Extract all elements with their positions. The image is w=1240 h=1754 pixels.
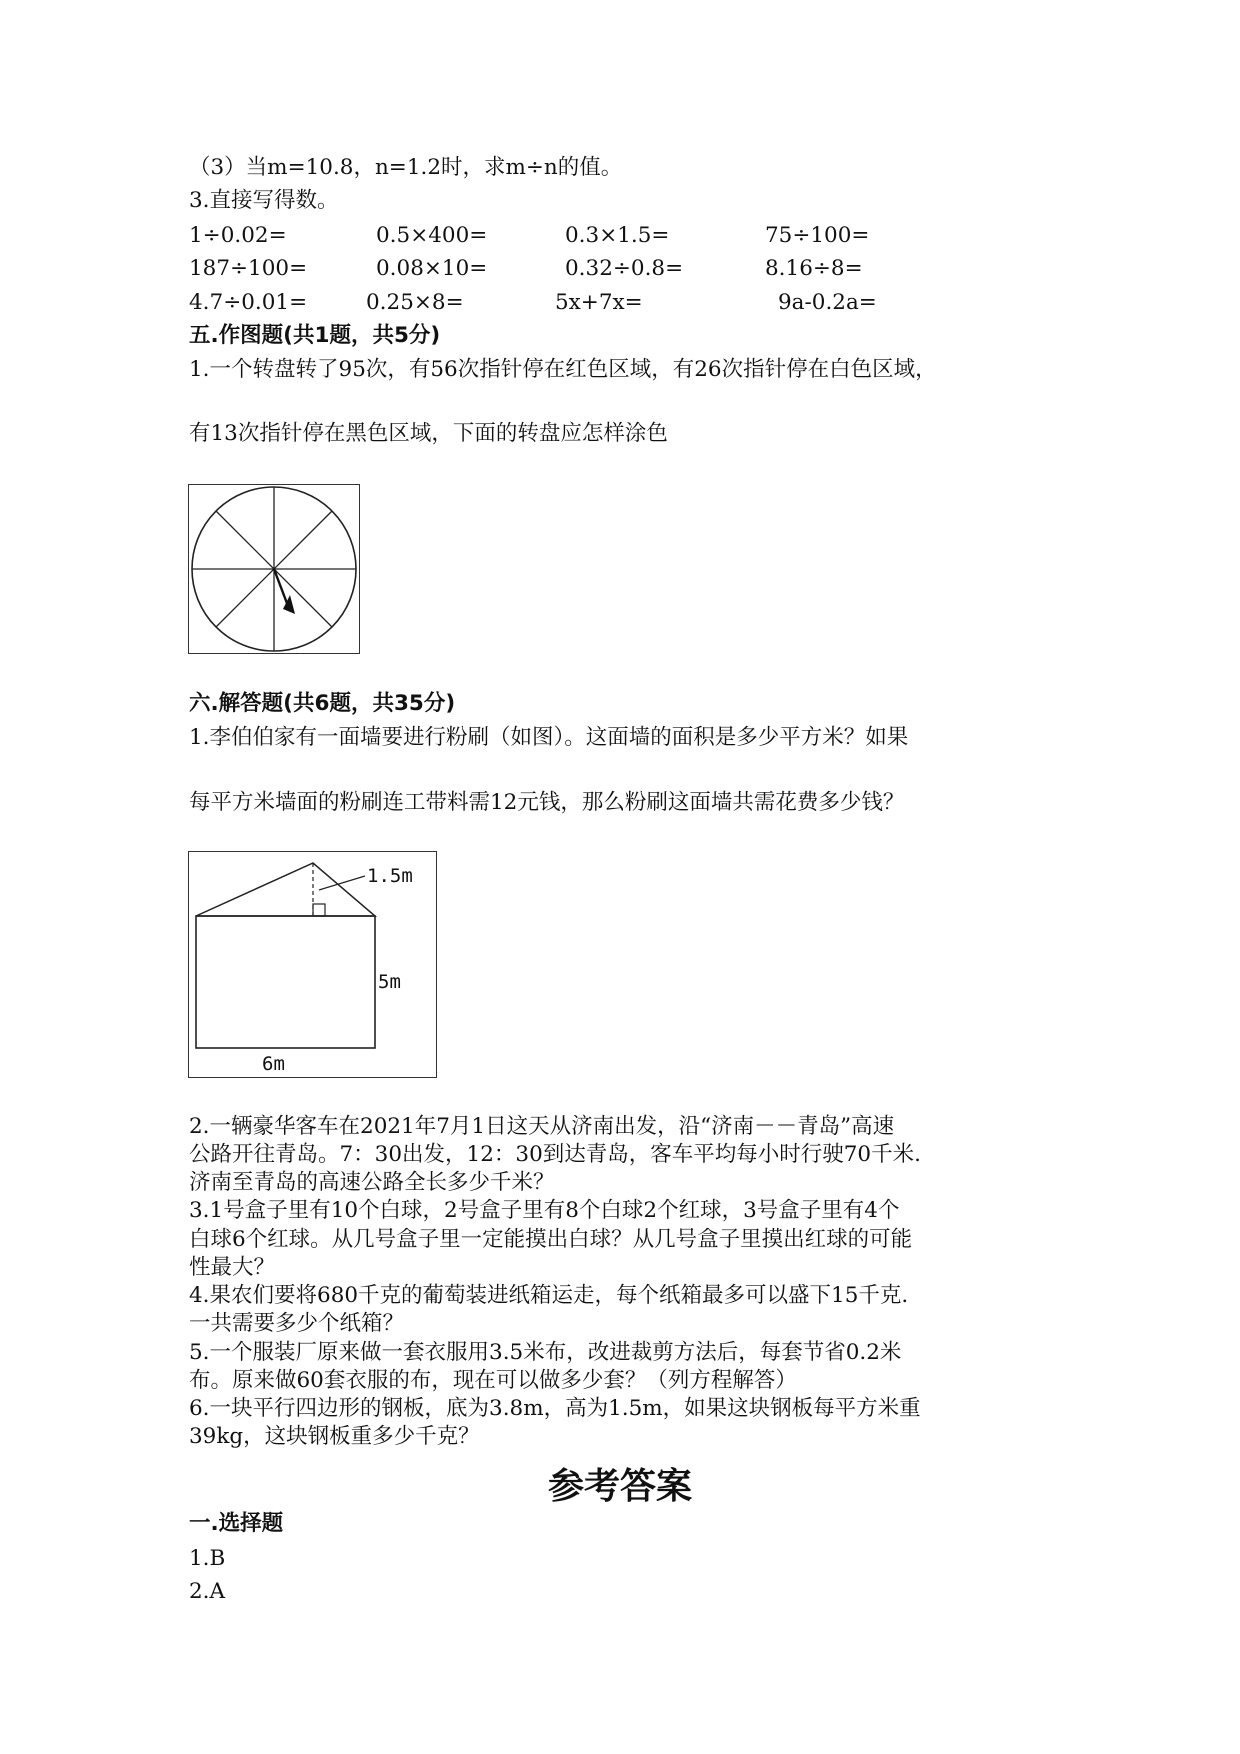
calc-item: 187÷100= (189, 256, 308, 281)
label-triangle-height: 1.5m (367, 865, 413, 887)
question-6-1-line2: 每平方米墙面的粉刷连工带料需12元钱，那么粉刷这面墙共需花费多少钱？ (189, 790, 905, 815)
question-5-1-line2: 有13次指针停在黑色区域，下面的转盘应怎样涂色 (189, 421, 668, 446)
question-6-5-line2: 布。原来做60套衣服的布，现在可以做多少套？（列方程解答） (189, 1368, 797, 1393)
calc-item: 5x+7x= (555, 290, 643, 315)
pointer-needle (274, 569, 288, 606)
question-6-3-line3: 性最大？ (189, 1255, 276, 1280)
question-6-5-line1: 5.一个服装厂原来做一套衣服用3.5米布，改进裁剪方法后，每套节省0.2米 (189, 1340, 902, 1365)
question-4-3-title: 3.直接写得数。 (189, 188, 339, 213)
calc-item: 0.3×1.5= (565, 223, 670, 248)
calc-item: 0.08×10= (376, 256, 488, 281)
question-6-6-line2: 39kg，这块钢板重多少千克？ (189, 1424, 480, 1449)
question-6-3-line1: 3.1号盒子里有10个白球，2号盒子里有8个白球2个红球，3号盒子里有4个 (189, 1198, 900, 1223)
wall-diagram (189, 852, 436, 1077)
answers-section-1-heading: 一.选择题 (189, 1511, 284, 1536)
calc-item: 0.25×8= (366, 290, 464, 315)
wall-figure (188, 851, 437, 1078)
calc-item: 0.32÷0.8= (565, 256, 684, 281)
label-wall-width: 6m (262, 1053, 285, 1075)
answer-item: 1.B (189, 1546, 226, 1571)
question-6-1-line1: 1.李伯伯家有一面墙要进行粉刷（如图）。这面墙的面积是多少平方米？如果 (189, 725, 909, 750)
answers-title: 参考答案 (547, 1466, 692, 1507)
spinner-diagram (189, 485, 359, 653)
section-6-heading: 六.解答题(共6题，共35分) (189, 691, 456, 716)
question-6-6-line1: 6.一块平行四边形的钢板，底为3.8m，高为1.5m，如果这块钢板每平方米重 (189, 1396, 921, 1421)
question-6-3-line2: 白球6个红球。从几号盒子里一定能摸出白球？从几号盒子里摸出红球的可能 (189, 1227, 913, 1252)
calc-item: 8.16÷8= (765, 256, 863, 281)
answer-item: 2.A (189, 1579, 226, 1604)
label-wall-height: 5m (378, 971, 401, 993)
question-6-2-line1: 2.一辆豪华客车在2021年7月1日这天从济南出发，沿“济南－－青岛”高速 (189, 1114, 895, 1139)
question-6-4-line1: 4.果农们要将680千克的葡萄装进纸箱运走，每个纸箱最多可以盛下15千克. (189, 1283, 909, 1308)
question-6-4-line2: 一共需要多少个纸箱？ (189, 1311, 405, 1336)
question-4-2-3: （3）当m=10.8，n=1.2时，求m÷n的值。 (189, 155, 623, 180)
calc-item: 0.5×400= (376, 223, 488, 248)
question-6-2-line3: 济南至青岛的高速公路全长多少千米？ (189, 1170, 555, 1195)
section-5-heading: 五.作图题(共1题，共5分) (189, 323, 441, 348)
calc-item: 9a-0.2a= (778, 290, 877, 315)
question-5-1-line1: 1.一个转盘转了95次，有56次指针停在红色区域，有26次指针停在白色区域， (189, 357, 937, 382)
calc-item: 75÷100= (765, 223, 870, 248)
calc-item: 4.7÷0.01= (189, 290, 308, 315)
spinner-figure (188, 484, 360, 654)
question-6-2-line2: 公路开往青岛。7：30出发，12：30到达青岛，客车平均每小时行驶70千米. (189, 1142, 921, 1167)
calc-item: 1÷0.02= (189, 223, 287, 248)
